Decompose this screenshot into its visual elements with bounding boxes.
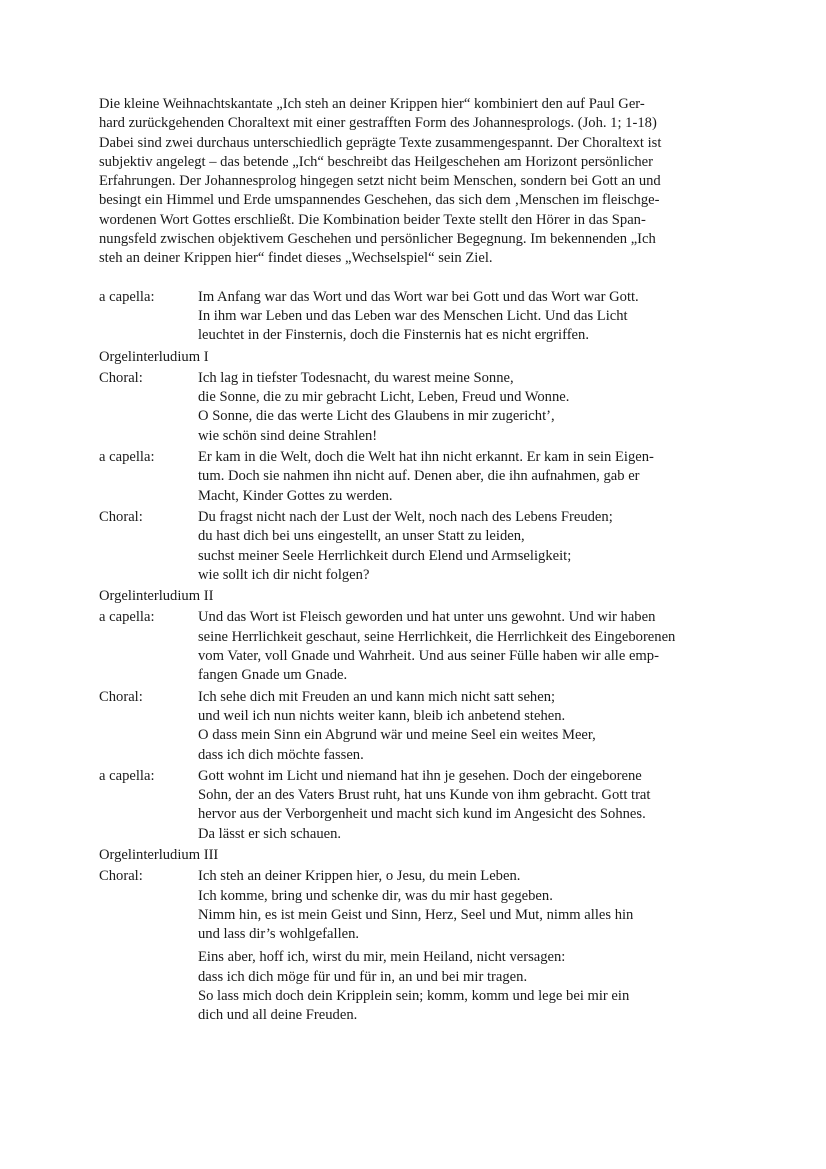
section-text [198,288,729,346]
section-label: a capella: [99,767,155,784]
section-text [198,608,729,685]
section-text [198,508,729,585]
stanza [198,688,729,765]
verse-line: fangen Gnade um Gnade. [198,667,348,684]
stanza [198,608,729,685]
verse-line: O dass mein Sinn ein Abgrund wär und meine Seel ein weites Meer, [198,727,596,744]
section-text [198,369,729,446]
verse-line: So lass mich doch dein Kripplein sein; komm, komm und lege bei mir ein [198,988,630,1005]
organ-interlude-heading: Orgelinterludium I [99,348,209,365]
stanza [198,948,729,1025]
verse-line: leuchtet in der Finsternis, doch die Finsternis hat es nicht ergriffen. [198,327,589,344]
intro-line: steh an deiner Krippen hier“ findet dieses „Wechselspiel“ sein Ziel. [99,250,493,267]
verse-line: du hast dich bei uns eingestellt, an unser Statt zu leiden, [198,528,525,545]
stanza [198,867,729,944]
intro-line: Die kleine Weihnachtskantate „Ich steh an deiner Krippen hier“ kombiniert den auf Paul Ger- [99,96,645,112]
cantata-section [99,688,729,765]
cantata-section [99,508,729,585]
verse-line: In ihm war Leben und das Leben war des Menschen Licht. Und das Licht [198,307,628,324]
section-text [198,867,729,1025]
verse-line: Ich lag in tiefster Todesnacht, du warest meine Sonne, [198,369,514,386]
verse-line: Ich sehe dich mit Freuden an und kann mich nicht satt sehen; [198,688,556,705]
section-text [198,767,729,844]
verse-line: Ich steh an deiner Krippen hier, o Jesu, du mein Leben. [198,868,521,885]
stanza [198,767,729,844]
intro-line: Dabei sind zwei durchaus unterschiedlich geprägte Texte zusammengespannt. Der Choraltext ist [99,134,662,151]
stanza [198,288,729,346]
verse-line: wie sollt ich dir nicht folgen? [198,566,370,583]
section-label: Choral: [99,508,143,525]
intro-line: hard zurückgehenden Choraltext mit einer gestrafften Form des Johannesprologs. (Joh. 1; 1-18) [99,115,657,132]
verse-line: wie schön sind deine Strahlen! [198,427,378,444]
section-label: Choral: [99,688,143,705]
cantata-section [99,767,729,844]
verse-line: suchst meiner Seele Herrlichkeit durch Elend und Armseligkeit; [198,547,572,564]
intro-line: subjektiv angelegt – das betende „Ich“ beschreibt das Heilgeschehen am Horizont persönlicher [99,153,653,170]
cantata-text [99,288,729,1026]
verse-line: vom Vater, voll Gnade und Wahrheit. Und aus seiner Fülle haben wir alle emp- [198,648,659,665]
stanza [198,448,729,506]
section-label: Choral: [99,369,143,386]
verse-line: Du fragst nicht nach der Lust der Welt, noch nach des Lebens Freuden; [198,508,613,525]
verse-line: O Sonne, die das werte Licht des Glaubens in mir zugericht’, [198,408,555,425]
cantata-section [99,288,729,346]
verse-line: die Sonne, die zu mir gebracht Licht, Leben, Freud und Wonne. [198,389,570,406]
verse-line: hervor aus der Verborgenheit und macht sich kund im Angesicht des Sohnes. [198,806,646,823]
organ-interlude-heading: Orgelinterludium II [99,588,214,605]
verse-line: und lass dir’s wohlgefallen. [198,926,360,943]
verse-line: Macht, Kinder Gottes zu werden. [198,487,393,504]
document-page [99,95,729,1028]
intro-line: nungsfeld zwischen objektivem Geschehen und persönlicher Begegnung. Im bekennenden „Ich [99,231,656,248]
verse-line: Und das Wort ist Fleisch geworden und hat unter uns gewohnt. Und wir haben [198,609,656,626]
cantata-section [99,608,729,685]
verse-line: Gott wohnt im Licht und niemand hat ihn je gesehen. Doch der eingeborene [198,767,642,784]
stanza [198,369,729,446]
stanza [198,508,729,585]
verse-line: Sohn, der an des Vaters Brust ruht, hat uns Kunde von ihm gebracht. Gott trat [198,787,651,804]
cantata-section [99,369,729,446]
verse-line: Nimm hin, es ist mein Geist und Sinn, Herz, Seel und Mut, nimm alles hin [198,906,634,923]
cantata-section [99,867,729,1025]
intro-line: Erfahrungen. Der Johannesprolog hingegen setzt nicht beim Menschen, sondern bei Gott an und [99,173,661,190]
intro-paragraph [99,95,729,269]
verse-line: dass ich dich möge für und für in, an und bei mir tragen. [198,968,528,985]
verse-line: dich und all deine Freuden. [198,1007,358,1024]
section-label: Choral: [99,868,143,885]
verse-line: Ich komme, bring und schenke dir, was du mir hast gegeben. [198,887,553,904]
verse-line: seine Herrlichkeit geschaut, seine Herrlichkeit, die Herrlichkeit des Eingeborenen [198,628,676,645]
intro-line: wordenen Wort Gottes erschließt. Die Kombination beider Texte stellt den Hörer in das Span- [99,211,646,228]
organ-interlude-heading: Orgelinterludium III [99,846,219,863]
verse-line: und weil ich nun nichts weiter kann, bleib ich anbetend stehen. [198,707,566,724]
verse-line: tum. Doch sie nahmen ihn nicht auf. Denen aber, die ihn aufnahmen, gab er [198,468,640,485]
cantata-section [99,448,729,506]
verse-line: Im Anfang war das Wort und das Wort war bei Gott und das Wort war Gott. [198,288,639,305]
verse-line: Da lässt er sich schauen. [198,825,342,842]
verse-line: Er kam in die Welt, doch die Welt hat ihn nicht erkannt. Er kam in sein Eigen- [198,449,654,466]
verse-line: Eins aber, hoff ich, wirst du mir, mein Heiland, nicht versagen: [198,949,566,966]
section-label: a capella: [99,609,155,626]
section-label: a capella: [99,288,155,305]
verse-line: dass ich dich möchte fassen. [198,746,364,763]
section-text [198,688,729,765]
section-text [198,448,729,506]
section-label: a capella: [99,449,155,466]
intro-line: besingt ein Himmel und Erde umspannendes Geschehen, das sich dem ‚Menschen im fleischge- [99,192,660,209]
